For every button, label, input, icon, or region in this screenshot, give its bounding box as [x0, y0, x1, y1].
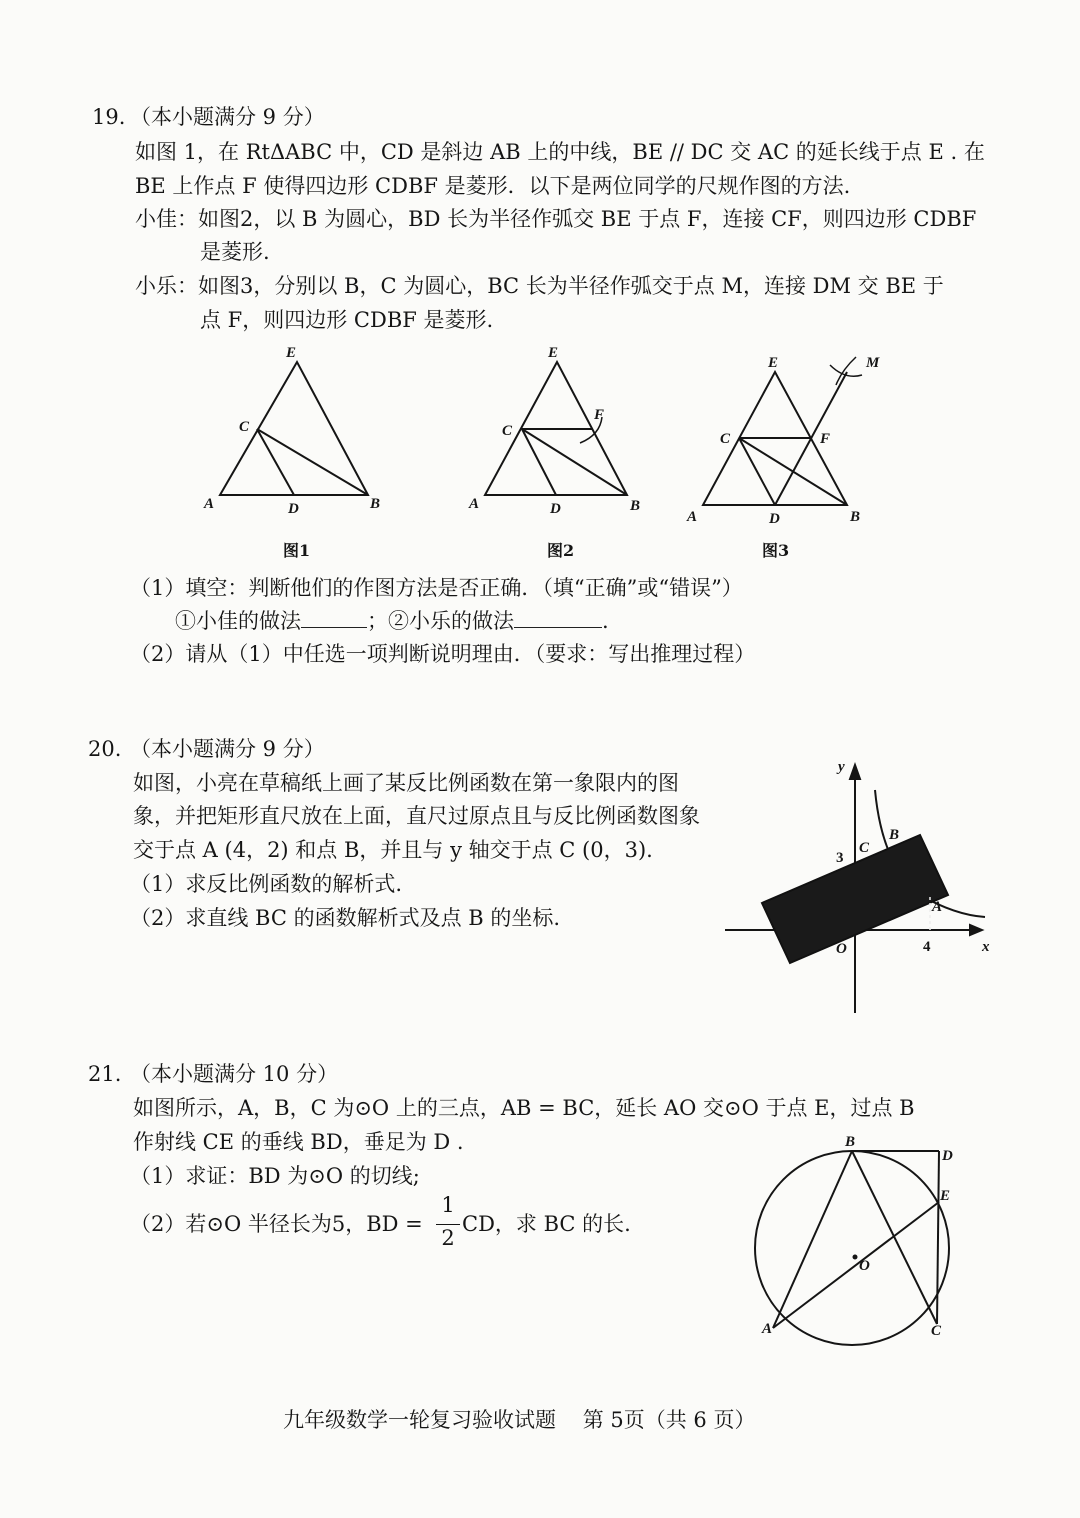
fig20-label-B: B — [889, 827, 900, 843]
q19-xiaojia-answer-label: ①小佳的做法 — [175, 609, 301, 633]
fig2-label-E: E — [548, 345, 559, 361]
segment-dc — [937, 1151, 939, 1324]
fig3-label-C: C — [720, 431, 731, 447]
q21-figure — [740, 1130, 980, 1370]
fig3-label-D: D — [769, 511, 780, 527]
q19-number: 19. — [92, 105, 126, 129]
fig20-label-3: 3 — [836, 850, 844, 866]
fig20-label-C: C — [859, 840, 870, 856]
q19-xiaojia-line2: 是菱形. — [200, 240, 270, 264]
segment-ae — [773, 1202, 939, 1328]
fig21-label-O: O — [859, 1258, 870, 1274]
q21-part2-end: CD，求 BC 的长. — [462, 1212, 631, 1236]
q21-part2-start: （2）若⊙O 半径长为5，BD = — [130, 1212, 423, 1236]
fig1-label-A: A — [204, 496, 215, 512]
fig2-caption: 图2 — [547, 541, 575, 560]
fig3-label-M: M — [866, 355, 880, 371]
fig1-label-C: C — [239, 419, 250, 435]
center-point-o — [853, 1255, 858, 1260]
q21-part1: （1）求证：BD 为⊙O 的切线; — [130, 1164, 420, 1188]
q19-line2: BE 上作点 F 使得四边形 CDBF 是菱形．以下是两位同学的尺规作图的方法. — [135, 174, 851, 198]
q20-number: 20. — [88, 737, 122, 761]
q20-part2: （2）求直线 BC 的函数解析式及点 B 的坐标. — [130, 906, 561, 930]
x-axis-arrow — [970, 925, 982, 935]
fig21-label-E: E — [940, 1188, 951, 1204]
q20-line2: 象，并把矩形直尺放在上面，直尺过原点且与反比例函数图象 — [133, 804, 700, 828]
q21-score: （本小题满分 10 分） — [130, 1062, 339, 1086]
q19-part1: （1）填空：判断他们的作图方法是否正确．（填“正确”或“错误”） — [130, 576, 743, 600]
fig21-label-A: A — [762, 1321, 773, 1337]
q20-line1: 如图，小亮在草稿纸上画了某反比例函数在第一象限内的图 — [133, 771, 679, 795]
q19-line1: 如图 1，在 RtΔABC 中，CD 是斜边 AB 上的中线，BE // DC 交 AC 的延长线于点 E . 在 — [135, 140, 985, 164]
q20-score: （本小题满分 9 分） — [130, 737, 325, 761]
fig1-label-E: E — [286, 345, 297, 361]
fig1-label-B: B — [370, 496, 381, 512]
fig20-label-A: A — [932, 899, 943, 915]
q19-xiaole-line1: 小乐：如图3，分别以 B，C 为圆心，BC 长为半径作弧交于点 M，连接 DM 交 BE 于 — [135, 274, 944, 298]
fig1-caption: 图1 — [283, 541, 311, 560]
fig20-label-x: x — [982, 939, 990, 955]
fig2-label-B: B — [630, 498, 641, 514]
fraction-numerator: 1 — [441, 1193, 455, 1217]
fig3-label-F: F — [820, 431, 831, 447]
fig20-label-O: O — [836, 941, 847, 957]
fig20-label-4: 4 — [923, 939, 931, 955]
q19-figures — [190, 335, 890, 535]
page-footer: 九年级数学一轮复习验收试题 第 5页（共 6 页） — [283, 1408, 756, 1432]
fig20-label-y: y — [838, 759, 845, 775]
q21-line1: 如图所示，A，B，C 为⊙O 上的三点，AB = BC，延长 AO 交⊙O 于点 E，过点 B — [133, 1096, 915, 1120]
q19-xiaojia-line1: 小佳：如图2，以 B 为圆心，BD 长为半径作弧交 BE 于点 F，连接 CF，则四边形 CDBF — [135, 207, 977, 231]
fig3-label-B: B — [850, 509, 861, 525]
fig3-label-A: A — [687, 509, 698, 525]
fig3-label-E: E — [768, 355, 779, 371]
q19-part1-end: . — [602, 609, 609, 633]
fig1-label-D: D — [288, 501, 299, 517]
q20-figure — [720, 755, 1000, 1020]
q19-xiaole-line2: 点 F，则四边形 CDBF 是菱形. — [200, 308, 494, 332]
fig2-label-F: F — [594, 407, 605, 423]
q19-xiaojia-answer-blank[interactable] — [301, 605, 367, 628]
y-axis-arrow — [850, 765, 860, 779]
q19-xiaole-answer-label: ；②小乐的做法 — [367, 609, 514, 633]
q21-number: 21. — [88, 1062, 122, 1086]
fig2-label-A: A — [469, 496, 480, 512]
q20-line3: 交于点 A (4，2) 和点 B，并且与 y 轴交于点 C (0，3). — [133, 838, 653, 862]
fig21-label-C: C — [931, 1323, 942, 1339]
circle-o — [755, 1151, 949, 1345]
q19-xiaole-answer-blank[interactable] — [514, 605, 602, 628]
fig21-label-B: B — [845, 1134, 856, 1150]
segment-bc — [852, 1151, 937, 1324]
q19-score: （本小题满分 9 分） — [130, 105, 325, 129]
fraction-denominator: 2 — [441, 1226, 455, 1250]
fig3-caption: 图3 — [762, 541, 790, 560]
fig21-label-D: D — [942, 1148, 953, 1164]
q19-part2: （2）请从（1）中任选一项判断说明理由．（要求：写出推理过程） — [130, 642, 756, 666]
fraction-bar — [436, 1224, 460, 1225]
fig2-label-D: D — [550, 501, 561, 517]
q19-part1-answers — [175, 605, 609, 637]
fig2-label-C: C — [502, 423, 513, 439]
q21-line2: 作射线 CE 的垂线 BD，垂足为 D . — [133, 1130, 464, 1154]
q20-part1: （1）求反比例函数的解析式. — [130, 872, 403, 896]
